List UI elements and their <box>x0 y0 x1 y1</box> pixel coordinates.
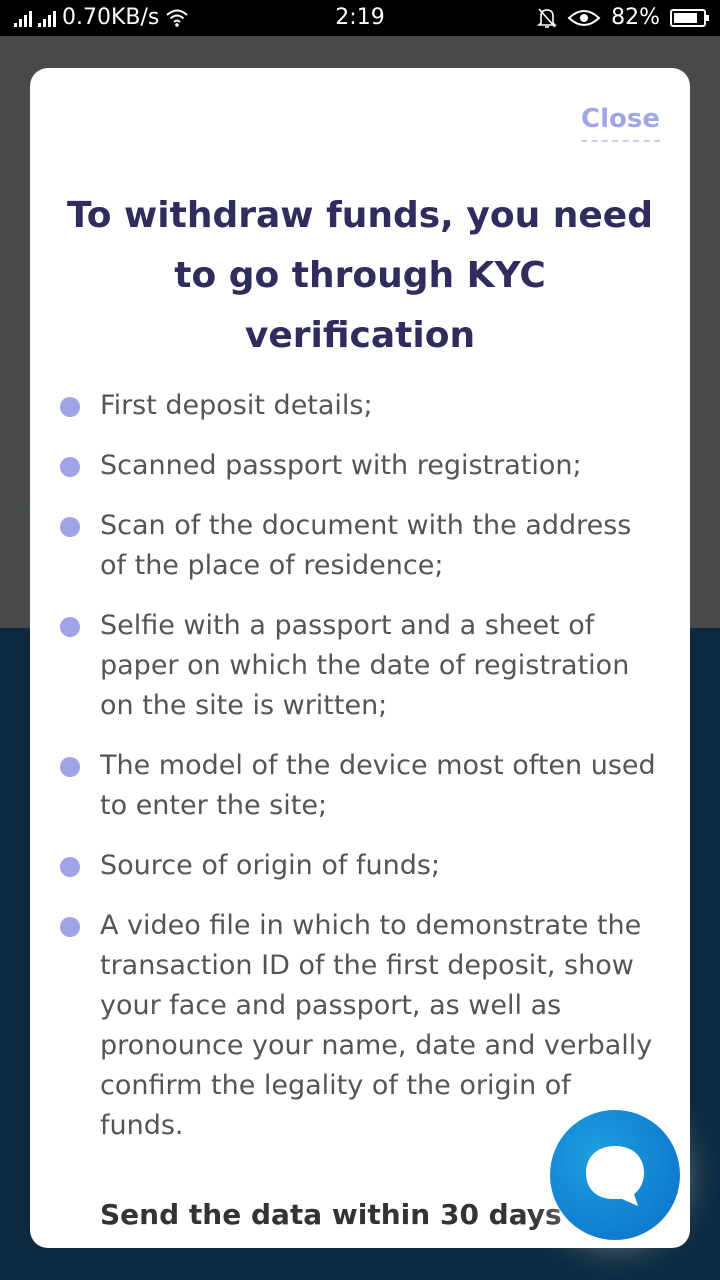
chat-button[interactable] <box>550 1110 680 1240</box>
requirement-text: First deposit details; <box>100 390 373 421</box>
eye-icon <box>567 8 601 28</box>
requirement-item <box>60 906 662 1146</box>
bell-off-icon <box>537 7 557 29</box>
battery-icon <box>670 9 706 27</box>
requirement-item <box>60 386 662 426</box>
requirement-item <box>60 506 662 586</box>
status-bar <box>0 0 720 36</box>
close-button[interactable]: Close <box>581 104 660 142</box>
bullet-icon <box>60 457 80 477</box>
bullet-icon <box>60 617 80 637</box>
requirements-list <box>60 386 662 1166</box>
bullet-icon <box>60 757 80 777</box>
modal-title: To withdraw funds, you need to go through KYC verification <box>66 195 653 356</box>
bullet-icon <box>60 397 80 417</box>
requirement-text: Scan of the document with the address of the place of residence; <box>100 510 632 581</box>
status-time: 2:19 <box>335 5 385 30</box>
requirement-item <box>60 446 662 486</box>
requirement-item <box>60 746 662 826</box>
requirement-text: Source of origin of funds; <box>100 850 441 881</box>
bullet-icon <box>60 917 80 937</box>
bullet-icon <box>60 857 80 877</box>
bullet-icon <box>60 517 80 537</box>
chat-bubble-icon <box>582 1142 648 1208</box>
requirement-text: A video file in which to demonstrate the transaction ID of the first deposit, show your face and passport, as well as pronounce your name, date and verbally confirm the legality of the origin of funds. <box>100 910 653 1141</box>
send-note: Send the data within 30 days <box>100 1198 562 1231</box>
status-right <box>537 5 706 30</box>
kyc-modal <box>30 68 690 1248</box>
requirement-text: Scanned passport with registration; <box>100 450 582 481</box>
battery-fill <box>674 13 697 23</box>
battery-percent: 82% <box>611 5 660 30</box>
requirement-text: The model of the device most often used to enter the site; <box>100 750 656 821</box>
requirement-item <box>60 846 662 886</box>
network-speed: 0.70KB/s <box>62 5 160 30</box>
requirement-text: Selfie with a passport and a sheet of paper on which the date of registration on the site is written; <box>100 610 630 721</box>
requirement-item <box>60 606 662 726</box>
